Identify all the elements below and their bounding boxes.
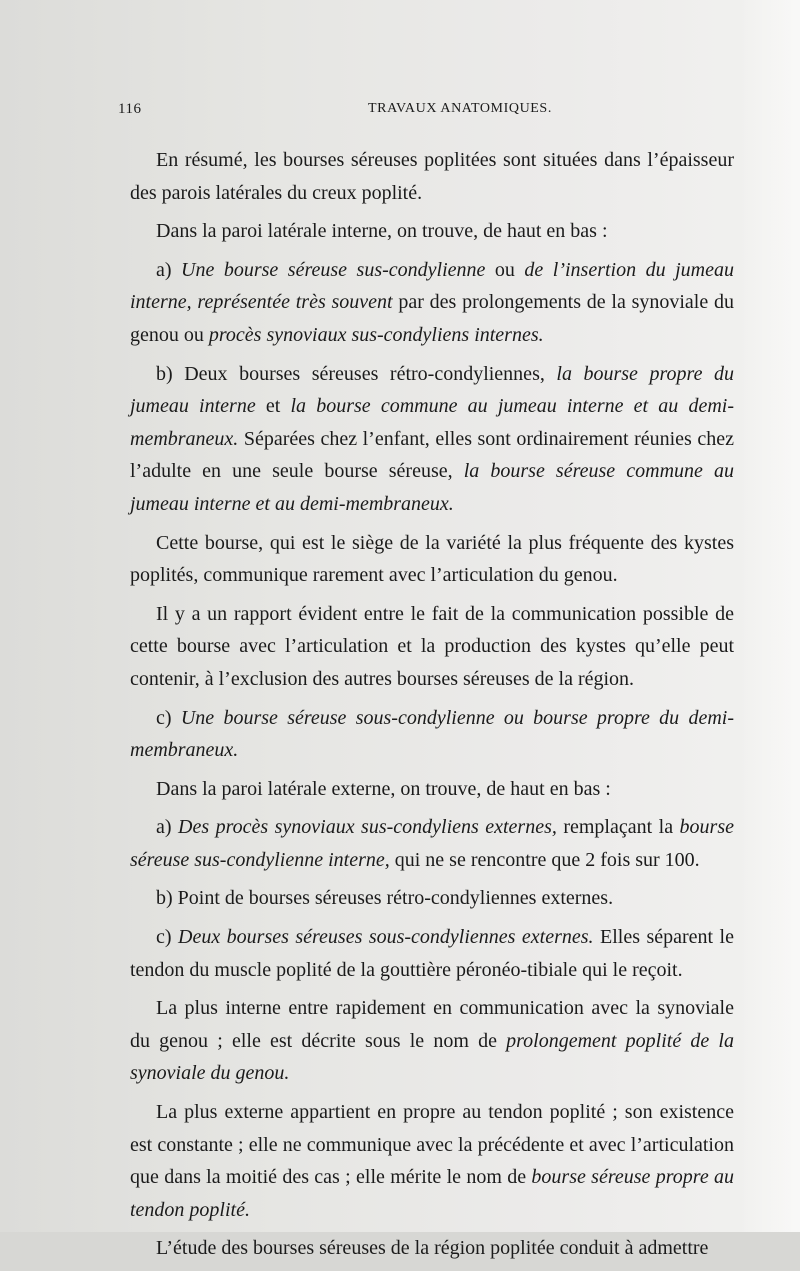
italic-text: Une bourse séreuse sous-condylienne ou bourse propre du demi-membraneux.	[130, 706, 734, 762]
italic-text: prolongement poplité de la synoviale du genou.	[130, 1029, 734, 1085]
paragraph	[130, 144, 734, 209]
text-segment: c)	[156, 926, 178, 949]
page-edge-shadow	[740, 0, 800, 1232]
text-segment: L’étude des bourses séreuses de la région poplitée conduit à admettre	[156, 1237, 709, 1260]
running-title: TRAVAUX ANATOMIQUES.	[368, 101, 552, 116]
paragraph	[130, 358, 734, 521]
italic-text: de l’insertion du jumeau interne, représentée très souvent	[130, 258, 734, 314]
text-segment: b) Deux bourses séreuses rétro-condyliennes,	[156, 362, 557, 385]
text-segment: La plus interne entre rapidement en communication avec la synoviale du genou ; elle est décrite sous le nom de	[130, 997, 734, 1052]
italic-text: bourse séreuse propre au tendon poplité.	[130, 1166, 735, 1221]
text-segment: En résumé, les bourses séreuses poplitées sont situées dans l’épaisseur des parois latérales du creux poplité.	[130, 149, 734, 204]
paragraph	[130, 254, 734, 352]
text-segment: Cette bourse, qui est le siège de la variété la plus fréquente des kystes poplités, communique rarement avec l’articulation du genou.	[130, 531, 734, 587]
paragraph	[130, 1232, 734, 1265]
running-head	[118, 101, 678, 123]
text-segment: La plus externe appartient en propre au tendon poplité ; son existence est constante ; elle ne communique avec la précédente et avec l’articulation que dans la moitié des cas ; elle mérite le nom de	[130, 1101, 734, 1189]
paragraph	[130, 527, 734, 592]
text-segment: Elles séparent le tendon du muscle poplité de la gouttière péronéo-tibiale qui le reçoit.	[130, 926, 734, 981]
italic-text: la bourse séreuse commune au jumeau interne et au demi-membraneux.	[130, 460, 734, 515]
text-segment: a)	[156, 258, 182, 281]
paragraph	[130, 882, 734, 915]
paragraph	[130, 811, 734, 876]
page-number: 116	[118, 101, 142, 117]
text-segment: Séparées chez l’enfant, elles sont ordinairement réunies chez l’adulte en une seule bourse séreuse,	[130, 427, 734, 483]
italic-text: Une bourse séreuse sus-condylienne	[181, 258, 486, 281]
paragraph	[130, 773, 734, 806]
paragraph	[130, 921, 734, 986]
text-segment: remplaçant la	[556, 816, 680, 839]
italic-text: bourse séreuse sus-condylienne interne,	[130, 816, 734, 871]
paragraph	[130, 992, 734, 1090]
text-segment: Il y a un rapport évident entre le fait de la communication possible de cette bourse avec l’articulation et la production des kystes qu’elle peut contenir, à l’exclusion des autres bourses séreuses de la région.	[130, 602, 734, 690]
paragraph	[130, 215, 734, 248]
text-segment: a)	[156, 816, 178, 839]
paragraph	[130, 1096, 734, 1226]
italic-text: la bourse propre du jumeau interne	[130, 362, 734, 418]
italic-text: Des procès synoviaux sus-condyliens externes,	[178, 816, 557, 839]
text-segment: c)	[156, 706, 181, 729]
text-segment: et	[255, 395, 291, 418]
paragraph	[130, 702, 734, 767]
italic-text: procès synoviaux sus-condyliens internes.	[208, 323, 544, 346]
italic-text: la bourse commune au jumeau interne et au demi-membraneux.	[130, 395, 734, 450]
body-text	[130, 144, 734, 1271]
text-segment: par des prolongements de la synoviale du genou ou	[130, 291, 735, 346]
text-segment: ou	[485, 258, 525, 281]
italic-text: Deux bourses séreuses sous-condyliennes externes.	[178, 926, 594, 949]
text-segment: b) Point de bourses séreuses rétro-condyliennes externes.	[156, 887, 614, 910]
text-segment: qui ne se rencontre que 2 fois sur 100.	[389, 848, 700, 871]
text-segment: Dans la paroi latérale externe, on trouve, de haut en bas :	[156, 777, 611, 800]
text-segment: Dans la paroi latérale interne, on trouve, de haut en bas :	[156, 220, 608, 243]
paragraph	[130, 598, 734, 696]
